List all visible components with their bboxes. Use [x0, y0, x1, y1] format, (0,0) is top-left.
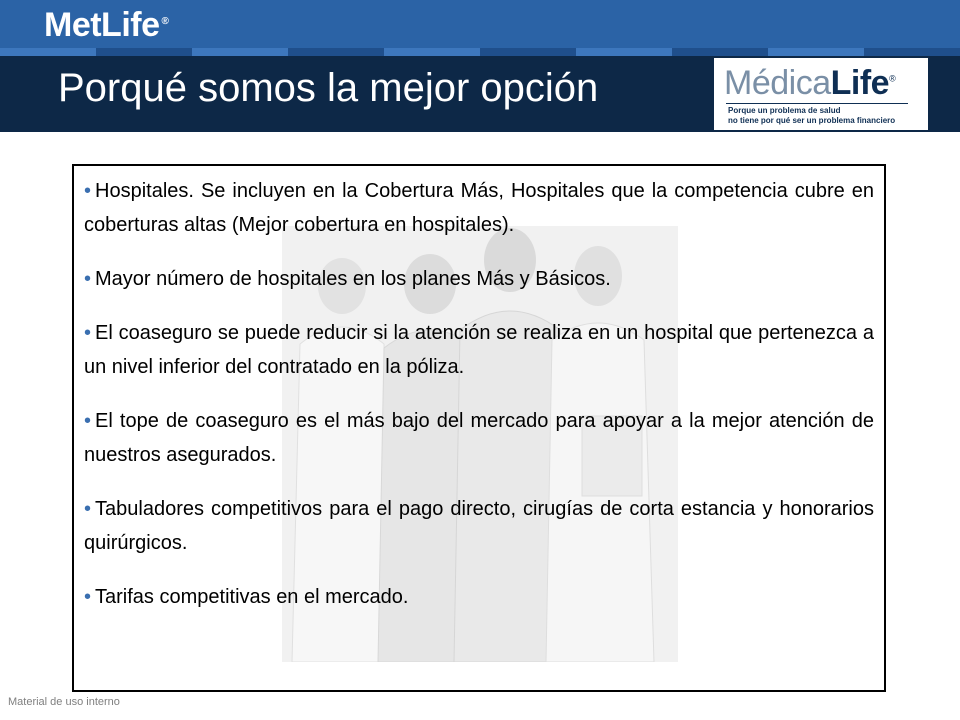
page-title: Porqué somos la mejor opción — [58, 66, 599, 110]
list-item — [84, 262, 874, 296]
medicalife-wordmark — [724, 64, 895, 103]
bullet-text: Mayor número de hospitales en los planes Más y Básicos. — [95, 268, 611, 290]
bullet-dot-icon: • — [84, 268, 92, 290]
bullet-text: Tarifas competitivas en el mercado. — [95, 586, 409, 608]
list-item — [84, 580, 874, 614]
medicalife-word-medica: Médica — [724, 64, 831, 102]
header-banner — [0, 0, 960, 132]
content-box — [72, 164, 886, 692]
medicalife-divider — [726, 103, 908, 104]
medicalife-reg: ® — [889, 73, 896, 84]
header-stripes — [0, 48, 960, 56]
bullet-list — [84, 174, 874, 634]
list-item — [84, 492, 874, 560]
list-item — [84, 316, 874, 384]
list-item — [84, 174, 874, 242]
bullet-text: El coaseguro se puede reducir si la atención se realiza en un hospital que pertenezca a un nivel inferior del contratado en la póliza. — [84, 322, 874, 378]
bullet-dot-icon: • — [84, 586, 92, 608]
footer-note: Material de uso interno — [8, 696, 120, 708]
metlife-logo-reg: ® — [161, 15, 169, 27]
medicalife-tagline-line-2: no tiene por qué ser un problema financiero — [728, 116, 896, 125]
list-item — [84, 404, 874, 472]
medicalife-tagline-line-1: Porque un problema de salud — [728, 106, 841, 115]
bullet-dot-icon: • — [84, 180, 92, 202]
bullet-text: Tabuladores competitivos para el pago directo, cirugías de corta estancia y honorarios quirúrgicos. — [84, 498, 874, 554]
medicalife-logo — [714, 58, 928, 130]
bullet-dot-icon: • — [84, 322, 92, 344]
bullet-text: El tope de coaseguro es el más bajo del mercado para apoyar a la mejor atención de nuestros asegurados. — [84, 410, 874, 466]
metlife-logo-text: MetLife — [44, 6, 160, 44]
medicalife-word-life: Life — [830, 64, 890, 102]
bullet-text: Hospitales. Se incluyen en la Cobertura Más, Hospitales que la competencia cubre en coberturas altas (Mejor cobertura en hospitales). — [84, 180, 874, 236]
bullet-dot-icon: • — [84, 498, 92, 520]
metlife-logo — [44, 6, 168, 45]
medicalife-tagline — [728, 106, 924, 126]
bullet-dot-icon: • — [84, 410, 92, 432]
